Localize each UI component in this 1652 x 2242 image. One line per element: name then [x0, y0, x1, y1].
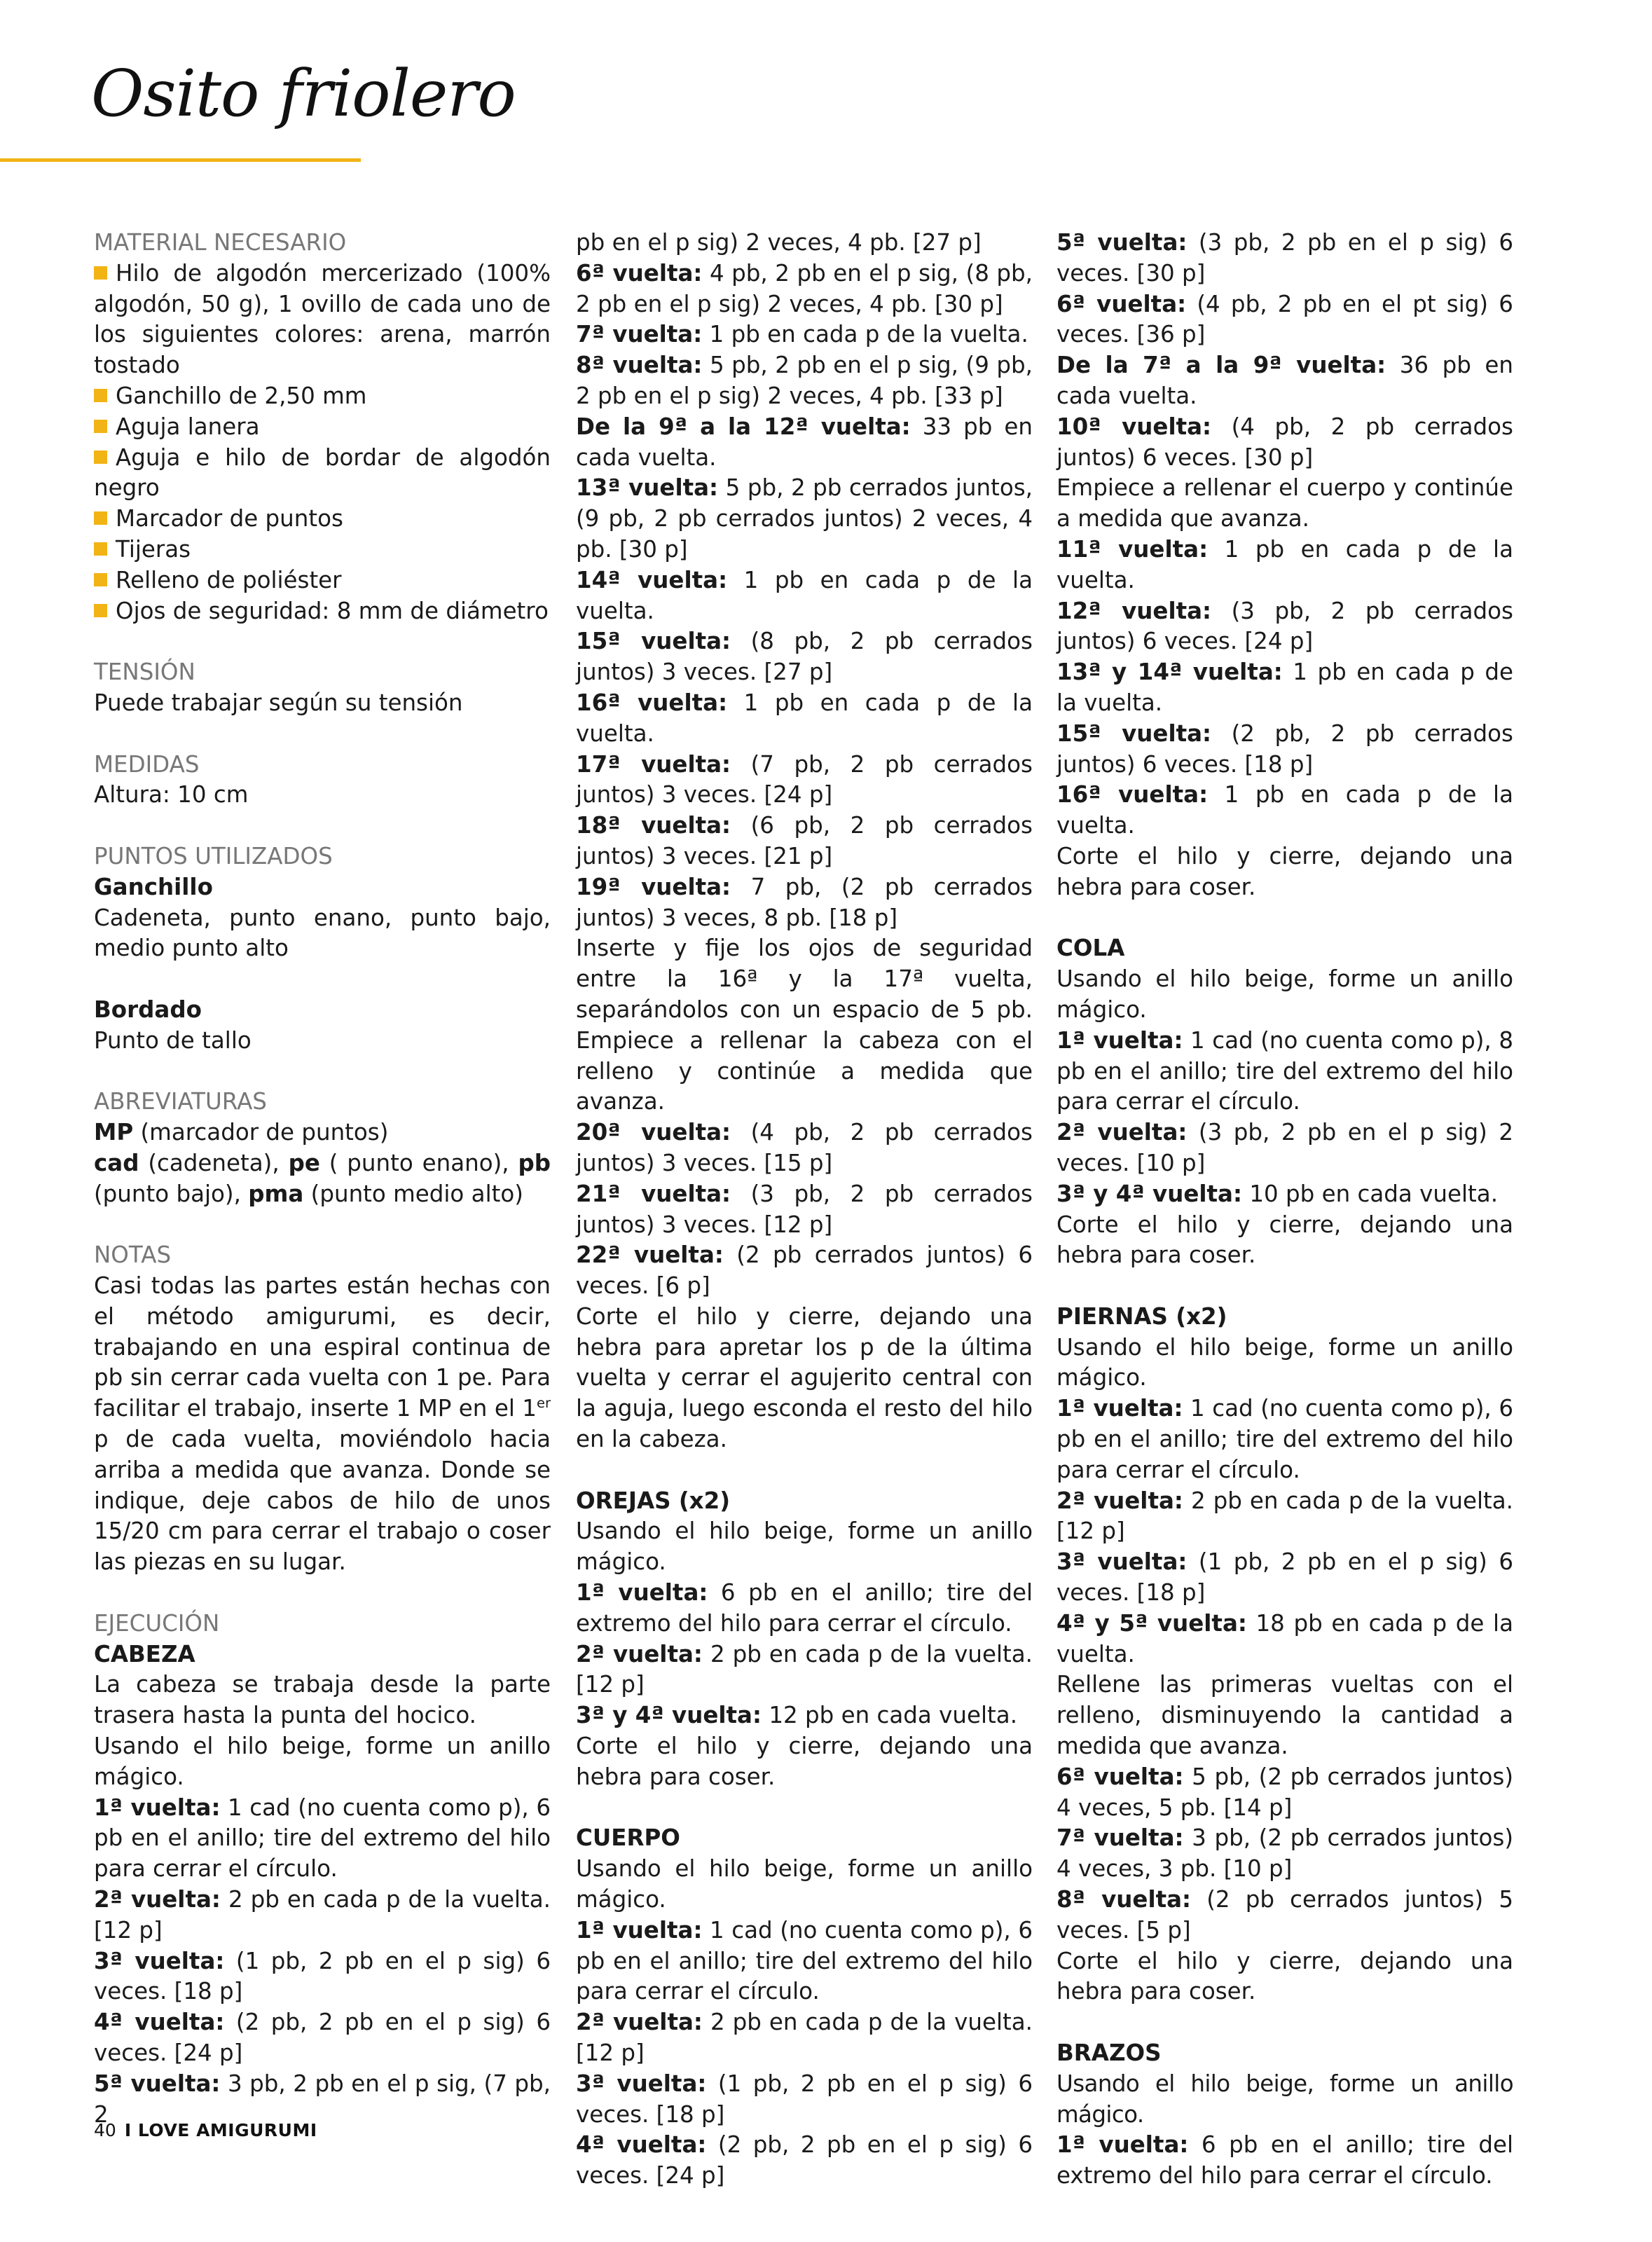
- instruction-row: De la 7ª a la 9ª vuelta: 36 pb en cada vuelta.: [1056, 352, 1513, 409]
- instruction-row: 2ª vuelta: 2 pb en cada p de la vuelta. [12 p]: [94, 1886, 551, 1944]
- instruction-row: 2ª vuelta: (3 pb, 2 pb en el p sig) 2 veces. [10 p]: [1056, 1119, 1513, 1176]
- instruction-row: 19ª vuelta: 7 pb, (2 pb cerrados juntos) 3 veces, 8 pb. [18 p]: [576, 873, 1033, 931]
- cabeza-heading: CABEZA: [94, 1640, 195, 1667]
- abbrev-line: cad (cadeneta), pe ( punto enano), pb (punto bajo), pma (punto medio alto): [94, 1149, 551, 1207]
- instruction-row: 16ª vuelta: 1 pb en cada p de la vuelta.: [1056, 781, 1513, 839]
- material-item: Tijeras: [94, 535, 551, 565]
- instruction-row: 11ª vuelta: 1 pb en cada p de la vuelta.: [1056, 535, 1513, 593]
- instruction-row: 20ª vuelta: (4 pb, 2 pb cerrados juntos) 3 veces. [15 p]: [576, 1119, 1033, 1176]
- instruction-row: 6ª vuelta: 5 pb, (2 pb cerrados juntos) 4 veces, 5 pb. [14 p]: [1056, 1763, 1513, 1821]
- instruction-row: 5ª vuelta: (3 pb, 2 pb en el p sig) 6 veces. [30 p]: [1056, 229, 1513, 287]
- page-number: 40: [94, 2120, 116, 2140]
- orejas-ring: Usando el hilo beige, forme un anillo mágico.: [576, 1518, 1033, 1576]
- brazos-heading: BRAZOS: [1056, 2040, 1162, 2067]
- instruction-row: 6ª vuelta: 4 pb, 2 pb en el p sig, (8 pb, 2 pb en el p sig) 2 veces, 4 pb. [30 p]: [576, 259, 1033, 317]
- section-heading-ejecucion: EJECUCIÓN: [94, 1609, 220, 1637]
- section-heading-puntos: PUNTOS UTILIZADOS: [94, 842, 333, 869]
- instruction-row: 15ª vuelta: (2 pb, 2 pb cerrados juntos) 6 veces. [18 p]: [1056, 720, 1513, 778]
- cuerpo-fill: Empiece a rellenar el cuerpo y continúe a medida que avanza.: [1056, 474, 1513, 532]
- magazine-name: I LOVE AMIGURUMI: [124, 2120, 317, 2140]
- bullet-square-icon: [94, 451, 107, 464]
- orejas-close: Corte el hilo y cierre, dejando una hebra para coser.: [576, 1733, 1033, 1790]
- piernas-close: Corte el hilo y cierre, dejando una hebra para coser.: [1056, 1947, 1513, 2005]
- instruction-row: 10ª vuelta: (4 pb, 2 pb cerrados juntos) 6 veces. [30 p]: [1056, 413, 1513, 471]
- bordado-heading: Bordado: [94, 996, 202, 1023]
- instruction-row: 7ª vuelta: 1 pb en cada p de la vuelta.: [576, 321, 1028, 348]
- cuerpo-ring: Usando el hilo beige, forme un anillo mágico.: [576, 1855, 1033, 1913]
- ganchillo-text: Cadeneta, punto enano, punto bajo, medio punto alto: [94, 904, 551, 962]
- bullet-square-icon: [94, 389, 107, 402]
- instruction-row: 17ª vuelta: (7 pb, 2 pb cerrados juntos) 3 veces. [24 p]: [576, 750, 1033, 809]
- instruction-row: 1ª vuelta: 1 cad (no cuenta como p), 6 pb en el anillo; tire del extremo del hilo para cerrar el círculo.: [1056, 1395, 1513, 1483]
- medidas-text: Altura: 10 cm: [94, 781, 249, 809]
- instruction-row: 1ª vuelta: 1 cad (no cuenta como p), 8 pb en el anillo; tire del extremo del hilo para cerrar el círculo.: [1056, 1026, 1513, 1115]
- instruction-row: 2ª vuelta: 2 pb en cada p de la vuelta. [12 p]: [576, 2009, 1033, 2067]
- page-footer: [94, 2120, 317, 2140]
- page-title: Osito friolero: [91, 56, 516, 131]
- cola-close: Corte el hilo y cierre, dejando una hebra para coser.: [1056, 1211, 1513, 1269]
- cuerpo-rows-final: [1056, 535, 1513, 841]
- cola-heading: COLA: [1056, 935, 1125, 962]
- section-heading-notas: NOTAS: [94, 1242, 172, 1269]
- orejas-rows: [576, 1578, 1033, 1731]
- instruction-row: 1ª vuelta: 6 pb en el anillo; tire del extremo del hilo para cerrar el círculo.: [1056, 2131, 1513, 2189]
- piernas-rows: [1056, 1394, 1513, 1670]
- bullet-square-icon: [94, 604, 107, 617]
- instruction-row: 18ª vuelta: (6 pb, 2 pb cerrados juntos) 3 veces. [21 p]: [576, 812, 1033, 869]
- instruction-row: 3ª y 4ª vuelta: 10 pb en cada vuelta.: [1056, 1180, 1499, 1207]
- piernas-ring: Usando el hilo beige, forme un anillo mágico.: [1056, 1333, 1513, 1391]
- bullet-square-icon: [94, 573, 107, 586]
- instruction-row: 4ª vuelta: (2 pb, 2 pb en el p sig) 6 veces. [24 p]: [576, 2131, 1033, 2189]
- column-3: [1056, 228, 1513, 2192]
- material-item: Relleno de poliéster: [94, 565, 551, 596]
- bullet-square-icon: [94, 511, 107, 525]
- tension-text: Puede trabajar según su tensión: [94, 689, 463, 716]
- section-heading-tension: TENSIÓN: [94, 659, 195, 686]
- cola-rows: [1056, 1026, 1513, 1210]
- instruction-row: 13ª y 14ª vuelta: 1 pb en cada p de la vuelta.: [1056, 659, 1513, 716]
- instruction-row: 3ª vuelta: (1 pb, 2 pb en el p sig) 6 veces. [18 p]: [576, 2070, 1033, 2128]
- notas-text: Casi todas las partes están hechas con el método amigurumi, es decir, trabajando en una espiral continua de pb sin cerrar cada vuelta con 1 pe. Para facilitar el trabajo, inserte 1 MP en el 1er p de cada vuelta, moviéndolo hacia arriba a medida que avanza. Donde se indique, deje cabos de hilo de unos 15/20 cm para cerrar el trabajo o coser las piezas en su lugar.: [94, 1272, 551, 1576]
- piernas-heading: PIERNAS (x2): [1056, 1302, 1227, 1330]
- materials-list: [94, 259, 551, 627]
- instruction-row: 1ª vuelta: 1 cad (no cuenta como p), 6 pb en el anillo; tire del extremo del hilo para cerrar el círculo.: [576, 1916, 1033, 2005]
- material-item: Marcador de puntos: [94, 504, 551, 535]
- material-item: Ganchillo de 2,50 mm: [94, 381, 551, 412]
- abbrev-mp: MP (marcador de puntos): [94, 1119, 389, 1146]
- piernas-rows-final: [1056, 1762, 1513, 1946]
- instruction-row: 6ª vuelta: (4 pb, 2 pb en el pt sig) 6 veces. [36 p]: [1056, 290, 1513, 348]
- cola-ring: Usando el hilo beige, forme un anillo mágico.: [1056, 965, 1513, 1023]
- instruction-row: 4ª vuelta: (2 pb, 2 pb en el p sig) 6 veces. [24 p]: [94, 2009, 551, 2067]
- cabeza-rows-cont: [576, 259, 1033, 934]
- cabeza-continued: pb en el p sig) 2 veces, 4 pb. [27 p]: [576, 229, 982, 256]
- bullet-square-icon: [94, 420, 107, 433]
- instruction-row: 12ª vuelta: (3 pb, 2 pb cerrados juntos) 6 veces. [24 p]: [1056, 597, 1513, 655]
- cuerpo-heading: CUERPO: [576, 1824, 680, 1852]
- instruction-row: 3ª vuelta: (1 pb, 2 pb en el p sig) 6 veces. [18 p]: [94, 1947, 551, 2005]
- title-underline: [0, 158, 361, 162]
- material-item: Aguja e hilo de bordar de algodón negro: [94, 443, 551, 502]
- brazos-rows: [1056, 2130, 1513, 2192]
- instruction-row: 8ª vuelta: (2 pb cerrados juntos) 5 veces. [5 p]: [1056, 1886, 1513, 1944]
- cuerpo-close: Corte el hilo y cierre, dejando una hebra para coser.: [1056, 842, 1513, 900]
- piernas-fill: Rellene las primeras vueltas con el relleno, disminuyendo la cantidad a medida que avanza.: [1056, 1671, 1513, 1760]
- instruction-row: 15ª vuelta: (8 pb, 2 pb cerrados juntos) 3 veces. [27 p]: [576, 628, 1033, 686]
- material-item: Hilo de algodón mercerizado (100% algodón, 50 g), 1 ovillo de cada uno de los siguientes colores: arena, marrón tostado: [94, 259, 551, 379]
- section-heading-abreviaturas: ABREVIATURAS: [94, 1088, 267, 1115]
- eyes-instruction: Inserte y fije los ojos de seguridad entre la 16ª y la 17ª vuelta, separándolos con un espacio de 5 pb. Empiece a rellenar la cabeza con el relleno y continúe a medida que avanza.: [576, 935, 1033, 1115]
- instruction-row: 4ª y 5ª vuelta: 18 pb en cada p de la vuelta.: [1056, 1609, 1513, 1667]
- bullet-square-icon: [94, 542, 107, 556]
- cabeza-intro: La cabeza se trabaja desde la parte trasera hasta la punta del hocico.: [94, 1671, 551, 1729]
- instruction-row: 2ª vuelta: 2 pb en cada p de la vuelta. [12 p]: [1056, 1487, 1513, 1545]
- instruction-row: 2ª vuelta: 2 pb en cada p de la vuelta. [12 p]: [576, 1640, 1033, 1698]
- section-heading-medidas: MEDIDAS: [94, 750, 200, 778]
- cuerpo-rows: [576, 1916, 1033, 2192]
- instruction-row: 3ª vuelta: (1 pb, 2 pb en el p sig) 6 veces. [18 p]: [1056, 1548, 1513, 1607]
- ganchillo-heading: Ganchillo: [94, 873, 213, 900]
- instruction-row: De la 9ª a la 12ª vuelta: 33 pb en cada vuelta.: [576, 413, 1033, 471]
- cabeza-ring: Usando el hilo beige, forme un anillo mágico.: [94, 1733, 551, 1790]
- brazos-ring: Usando el hilo beige, forme un anillo mágico.: [1056, 2070, 1513, 2128]
- cabeza-close: Corte el hilo y cierre, dejando una hebra para apretar los p de la última vuelta y cerrar el agujerito central con la aguja, luego esconda el resto del hilo en la cabeza.: [576, 1302, 1033, 1453]
- cuerpo-rows-cont: [1056, 228, 1513, 473]
- instruction-row: 13ª vuelta: 5 pb, 2 pb cerrados juntos, (9 pb, 2 pb cerrados juntos) 2 veces, 4 pb. [30 p]: [576, 474, 1033, 563]
- instruction-row: 5ª vuelta: 3 pb, 2 pb en el p sig, (7 pb, 2: [94, 2070, 551, 2128]
- material-item: Ojos de seguridad: 8 mm de diámetro: [94, 596, 551, 627]
- cabeza-rows-final: [576, 1117, 1033, 1302]
- instruction-row: 14ª vuelta: 1 pb en cada p de la vuelta.: [576, 566, 1033, 624]
- instruction-row: 1ª vuelta: 6 pb en el anillo; tire del extremo del hilo para cerrar el círculo.: [576, 1579, 1033, 1637]
- instruction-row: 21ª vuelta: (3 pb, 2 pb cerrados juntos) 3 veces. [12 p]: [576, 1180, 1033, 1238]
- instruction-row: 22ª vuelta: (2 pb cerrados juntos) 6 veces. [6 p]: [576, 1242, 1033, 1300]
- instruction-row: 16ª vuelta: 1 pb en cada p de la vuelta.: [576, 689, 1033, 747]
- instruction-row: 1ª vuelta: 1 cad (no cuenta como p), 6 pb en el anillo; tire del extremo del hilo para cerrar el círculo.: [94, 1794, 551, 1883]
- column-1: [94, 228, 551, 2130]
- instruction-row: 7ª vuelta: 3 pb, (2 pb cerrados juntos) 4 veces, 3 pb. [10 p]: [1056, 1824, 1513, 1883]
- instruction-row: 3ª y 4ª vuelta: 12 pb en cada vuelta.: [576, 1702, 1018, 1729]
- cabeza-rows: [94, 1793, 551, 2131]
- orejas-heading: OREJAS (x2): [576, 1487, 731, 1514]
- section-heading-material: MATERIAL NECESARIO: [94, 229, 347, 256]
- bordado-text: Punto de tallo: [94, 1026, 252, 1054]
- instruction-row: 8ª vuelta: 5 pb, 2 pb en el p sig, (9 pb, 2 pb en el p sig) 2 veces, 4 pb. [33 p]: [576, 352, 1033, 409]
- bullet-square-icon: [94, 266, 107, 280]
- column-2: [576, 228, 1033, 2192]
- material-item: Aguja lanera: [94, 412, 551, 443]
